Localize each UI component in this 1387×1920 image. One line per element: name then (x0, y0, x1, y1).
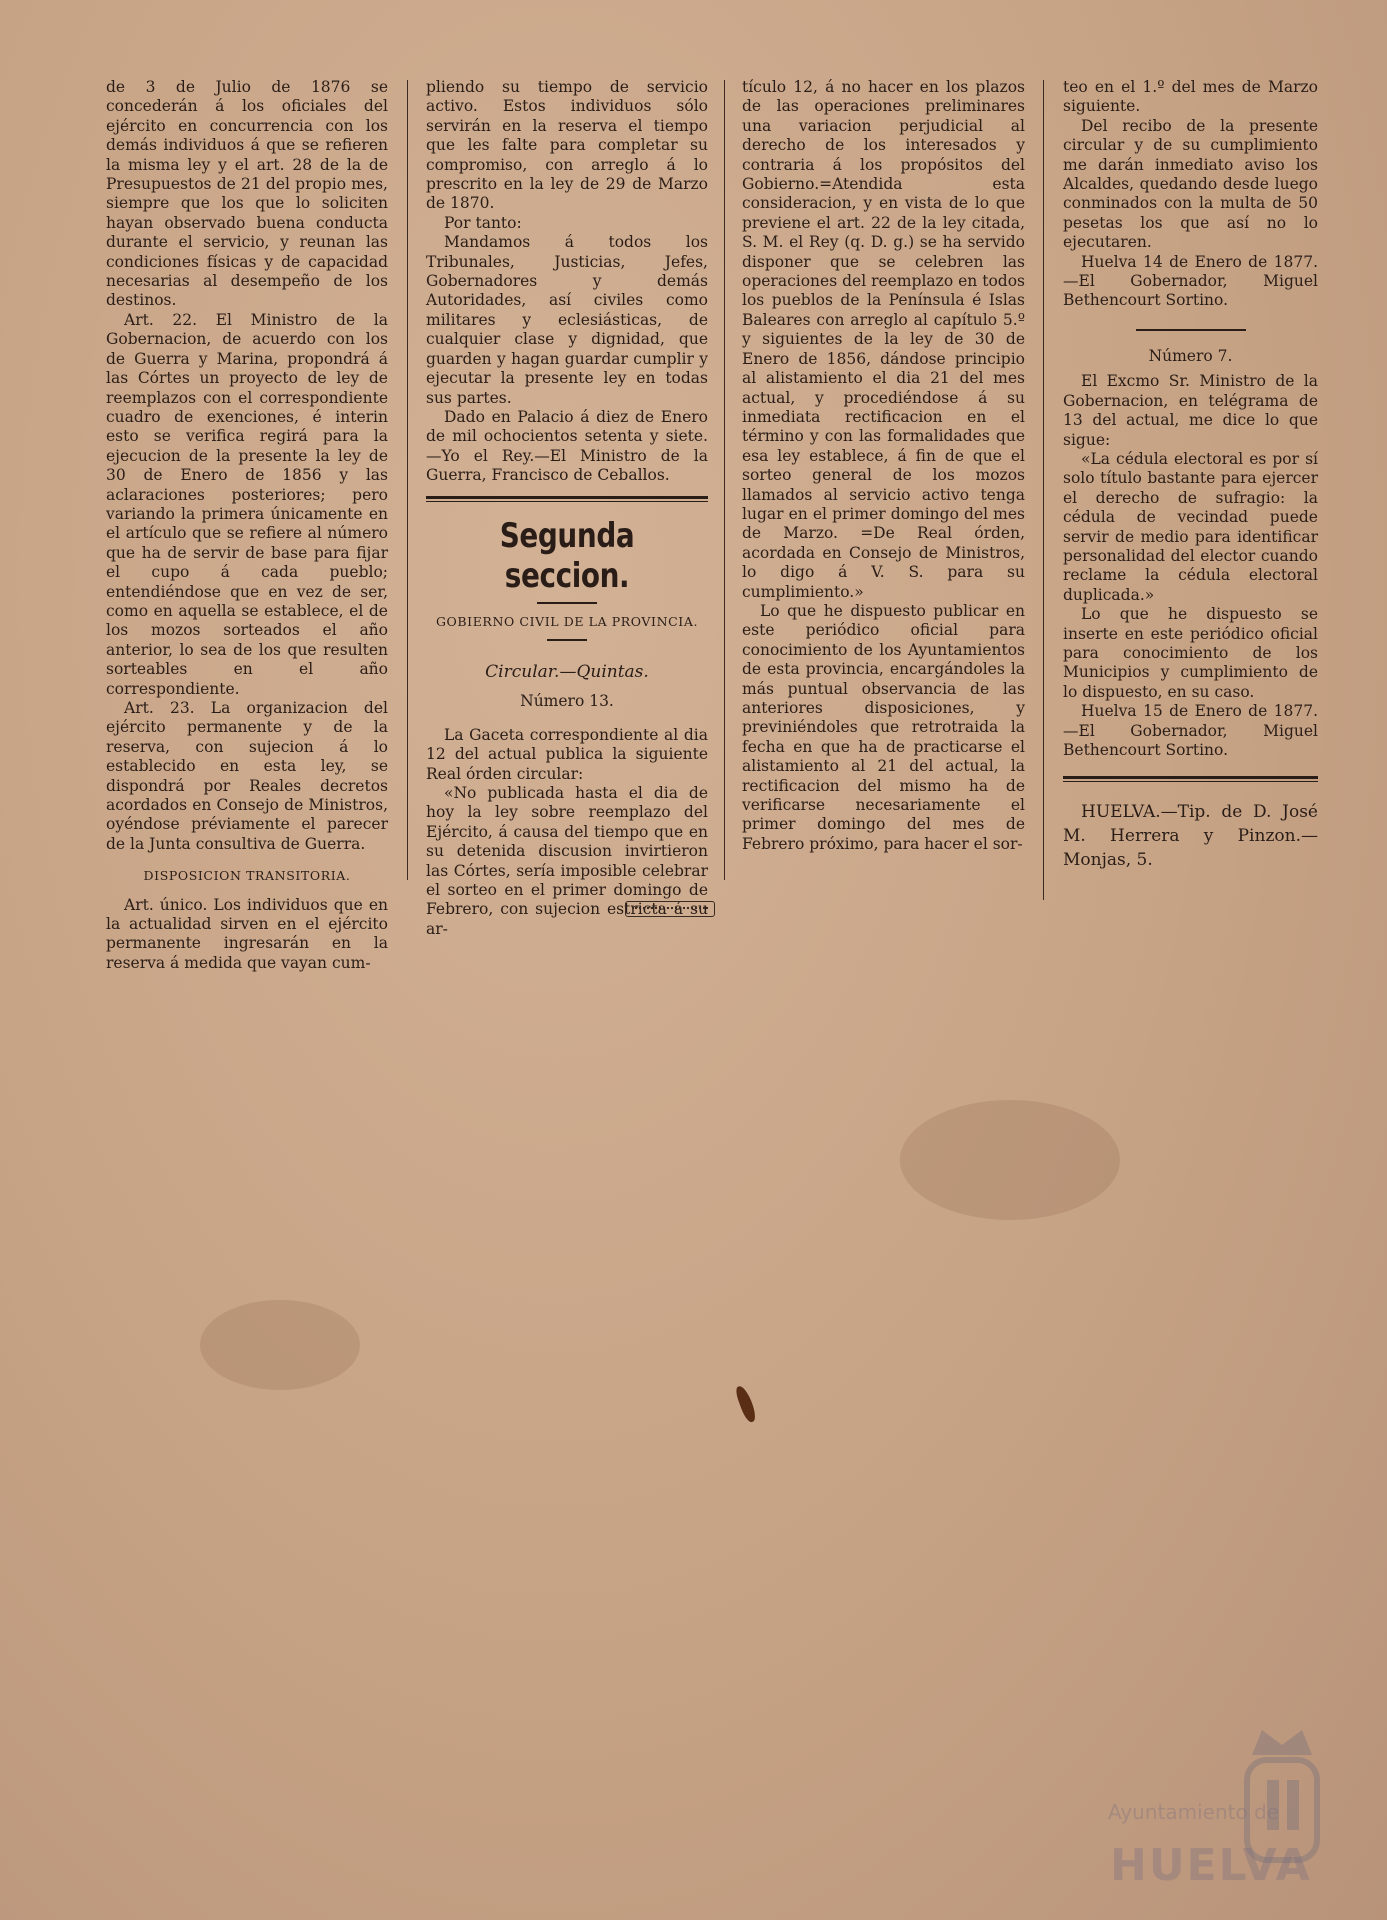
paragraph: teo en el 1.º del mes de Marzo siguiente. (1063, 78, 1318, 116)
numero-heading: Número 7. (1148, 346, 1233, 365)
end-ornament (625, 901, 715, 917)
column-divider (407, 80, 408, 880)
paragraph: Art. único. Los individuos que en la actualidad sirven en el ejército permanente ingresarán en la reserva á medida que vayan cum- (106, 895, 388, 972)
paragraph: «La cédula electoral es por sí solo título bastante para ejercer el derecho de sufragio: la cédula de vecindad puede servir de medio para identificar personalidad del elector cuando reclame la cédula electoral duplicada.» (1063, 449, 1318, 604)
column-2 (426, 78, 708, 939)
paper-foxing (900, 1100, 1120, 1220)
numero-heading: Número 13. (520, 692, 614, 711)
section-rule (426, 496, 708, 502)
watermark-text-large: HUELVA (1110, 1840, 1312, 1891)
paragraph: Art. 23. La organizacion del ejército permanente y de la reserva, con sujecion á lo establecido en esta ley, se dispondrá por Reales decretos acordados en Consejo de Ministros, oyéndose préviamente el parecer de la Junta consultiva de Guerra. (106, 699, 388, 853)
column-divider (1043, 80, 1044, 900)
paragraph: Por tanto: (444, 213, 522, 232)
circular-heading: Circular.—Quintas. (485, 661, 649, 682)
paragraph: El Excmo Sr. Ministro de la Gobernacion, en telégrama de 13 del actual, me dice lo que sigue: (1063, 372, 1318, 449)
footer-rule (1063, 776, 1318, 782)
column-3 (742, 78, 1025, 854)
separator-rule (1136, 329, 1246, 331)
column-divider (724, 80, 725, 880)
section-title: Segunda seccion. (499, 515, 635, 596)
paragraph: La Gaceta correspondiente al dia 12 del actual publica la siguiente Real órden circular: (426, 725, 708, 783)
paragraph: «No publicada hasta el dia de hoy la ley sobre reemplazo del Ejército, á causa del tiempo que en su detenida discusion invirtieron las Córtes, sería imposible celebrar el sorteo en el primer domingo de Febrero, con sujecion estricta á su ar- (426, 783, 708, 938)
paper-stain (734, 1384, 758, 1424)
printer-imprint: HUELVA.—Tip. de D. José M. Herrera y Pinzon.—Monjas, 5. (1063, 802, 1318, 871)
paragraph: Mandamos á todos los Tribunales, Justicias, Jefes, Gobernadores y demás Autoridades, así civiles como militares y eclesiásticas, de cualquier clase y dignidad, que guarden y hagan guardar cumplir y ejecutar la presente ley en todas sus partes. (426, 233, 708, 407)
paragraph: Dado en Palacio á diez de Enero de mil ochocientos setenta y siete.—Yo el Rey.—El Ministro de la Guerra, Francisco de Ceballos. (426, 407, 708, 485)
paper-foxing (200, 1300, 360, 1390)
paragraph: Lo que he dispuesto publicar en este periódico oficial para conocimiento de los Ayuntamientos de esta provincia, encargándoles la más puntual observancia de las anteriores disposiciones, y previniéndoles que retrotraida la fecha en que ha de practicarse el alistamiento al 21 del actual, la rectificacion del mismo ha de verificarse necesariamente el primer domingo del mes de Febrero próximo, para hacer el sor- (742, 601, 1025, 853)
watermark-text-small: Ayuntamiento de (1108, 1800, 1280, 1824)
paragraph: Huelva 14 de Enero de 1877.—El Gobernador, Miguel Bethencourt Sortino. (1063, 252, 1318, 310)
paragraph: Del recibo de la presente circular y de su cumplimiento me darán inmediato aviso los Alcaldes, quedando desde luego conminados con la multa de 50 pesetas los que así no lo ejecutaren. (1063, 116, 1318, 252)
paragraph: pliendo su tiempo de servicio activo. Estos individuos sólo servirán en la reserva el tiempo que les falte para completar su compromiso, con arreglo á lo prescrito en la ley de 29 de Marzo de 1870. (426, 78, 708, 213)
gobierno-civil-heading: GOBIERNO CIVIL DE LA PROVINCIA. (435, 613, 699, 629)
column-4 (1063, 78, 1318, 872)
paragraph: Art. 22. El Ministro de la Gobernacion, de acuerdo con los de Guerra y Marina, propondrá á las Córtes un proyecto de ley de reemplazos con el correspondiente cuadro de exenciones, é interin esto se verifica regirá para la ejecucion de la presente la ley de 30 de Enero de 1856 y las aclaraciones posteriores; pero variando la primera únicamente en el artículo que se refiere al número que ha de servir de base para fijar el cupo á cada pueblo; entendiéndose que en vez de ser, como en aquella se establece, el de los mozos sorteados el año anterior, lo sea de los que resulten sorteables en el año correspondiente. (106, 310, 388, 698)
short-rule (537, 602, 597, 604)
paragraph: Lo que he dispuesto se inserte en este periódico oficial para conocimiento de los Municipios y cumplimiento de lo dispuesto, en su caso. (1063, 605, 1318, 701)
short-rule (547, 639, 587, 641)
heading-disposicion-transitoria: DISPOSICION TRANSITORIA. (143, 868, 351, 884)
column-1 (106, 78, 388, 973)
paragraph: tículo 12, á no hacer en los plazos de las operaciones preliminares una variacion perjudicial al derecho de los interesados y contraria á los propósitos del Gobierno.=Atendida esta consideracion, y en vista de lo que previene el art. 22 de la ley citada, S. M. el Rey (q. D. g.) se ha servido disponer que se celebren las operaciones del reemplazo en todos los pueblos de la Península é Islas Baleares con arreglo al capítulo 5.º y siguientes de la ley de 30 de Enero de 1856, dándose principio al alistamiento el dia 21 del mes actual, y procediéndose á su inmediata rectificacion en el término y con las formalidades que esa ley establece, á fin de que el sorteo general de los mozos llamados al servicio activo tenga lugar en el primer domingo del mes de Marzo. =De Real órden, acordada en Consejo de Ministros, lo digo á V. S. para su cumplimiento.» (742, 78, 1025, 601)
paragraph: de 3 de Julio de 1876 se concederán á los oficiales del ejército en concurrencia con los demás individuos á que se refieren la misma ley y el art. 28 de la de Presupuestos de 21 del propio mes, siempre que los que lo soliciten hayan observado buena conducta durante el servicio, y reunan las condiciones físicas y de capacidad necesarias al desempeño de los destinos. (106, 78, 388, 310)
paragraph: Huelva 15 de Enero de 1877. —El Gobernador, Miguel Bethencourt Sortino. (1063, 702, 1318, 759)
